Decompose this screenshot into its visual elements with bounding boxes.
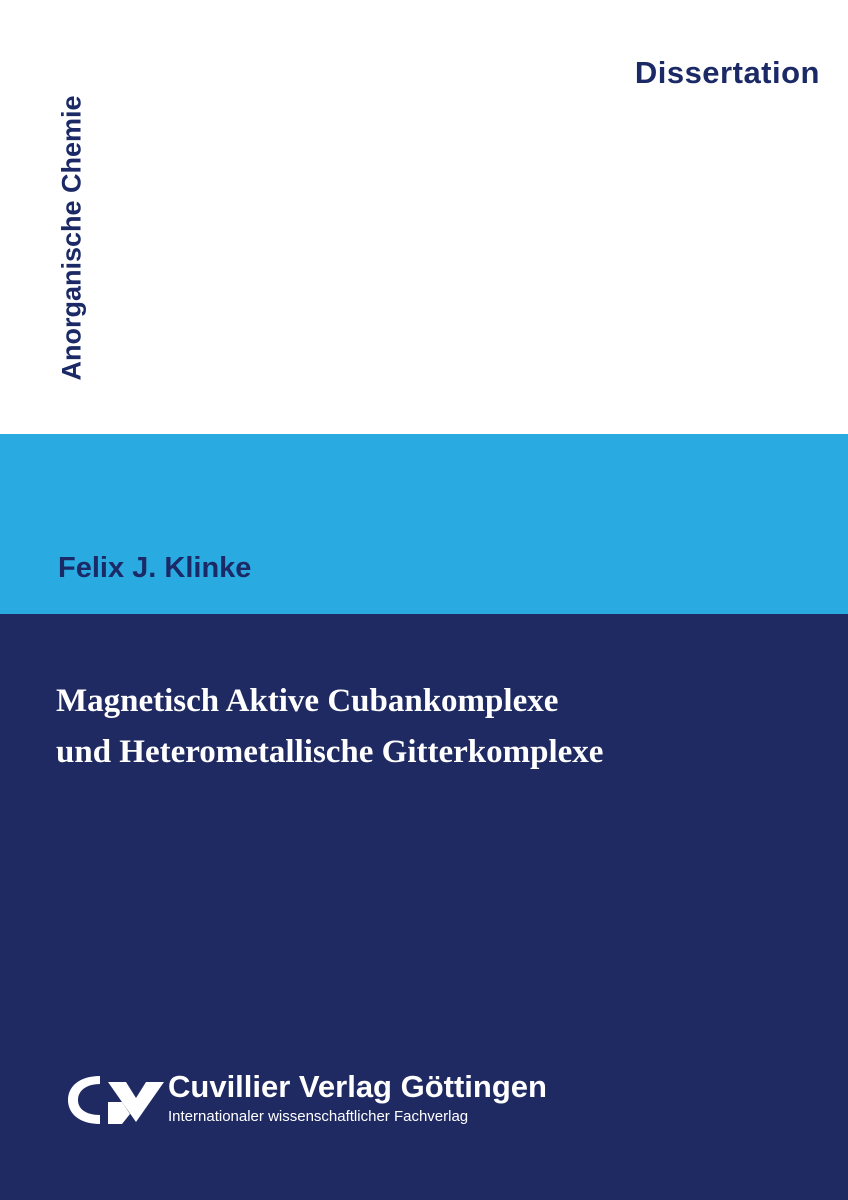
series-label: Anorganische Chemie [56,95,87,381]
cover-accent-band [0,434,848,614]
publisher-text [168,1070,788,1125]
publisher-block [58,1070,798,1140]
document-type-label: Dissertation [634,55,820,90]
book-title [56,676,826,778]
cover-navy-panel [0,614,848,1200]
book-title-line-2: und Heterometallische Gitterkomplexe [56,734,604,771]
cuvillier-logo-icon [64,1072,172,1128]
publisher-name: Cuvillier Verlag Göttingen [168,1069,547,1104]
publisher-subtitle: Internationaler wissenschaftlicher Fachverlag [168,1108,469,1126]
book-title-line-1: Magnetisch Aktive Cubankomplexe [56,683,559,719]
cover-top-white-area [0,0,848,434]
author-name: Felix J. Klinke [58,552,252,584]
